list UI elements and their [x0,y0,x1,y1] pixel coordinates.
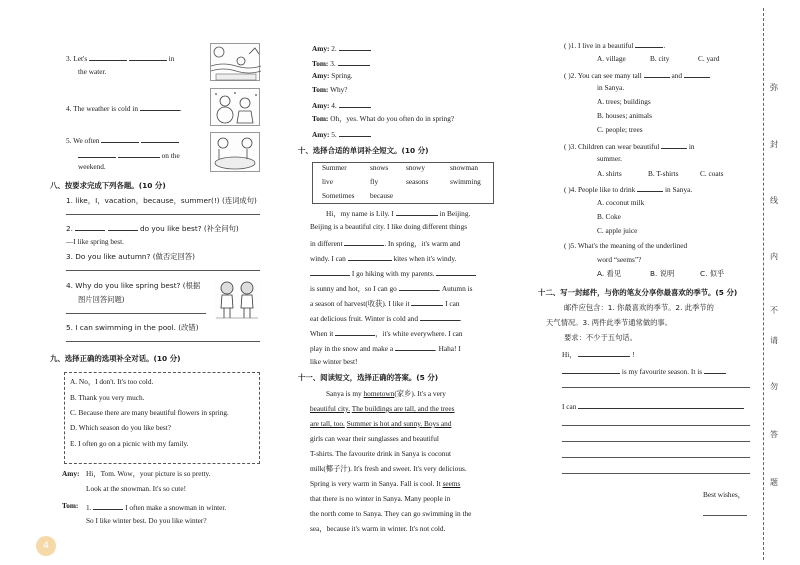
q1-opt-b[interactable]: B. city [650,54,670,63]
q5-text-cont: on the [78,150,180,160]
instruction: 天气情况。3. 两件此季节通常做的事。 [546,318,673,327]
instruction: 邮件应包含：1. 你最喜欢的季节。2. 此季节的 [564,303,714,312]
answer-line[interactable] [66,341,260,342]
q2-opt-a[interactable]: A. trees; buildings [597,97,651,106]
dialog-line: Hi，Tom. Wow，your picture is so pretty. [86,469,211,478]
seal-char: 勿 [770,382,778,391]
dialog-line: Amy: 5. [312,129,371,139]
q3: ( )3. Children can wear beautiful in [564,142,695,151]
seal-char: 请 [770,336,778,345]
q3-opt-c[interactable]: C. coats [700,169,724,178]
section-9-title: 九、选择正确的选项补全对话。(10 分) [50,354,181,363]
word: Summer [322,163,347,172]
option-d: D. Which season do you like best? [70,423,171,432]
word: live [322,177,333,186]
word: Sometimes [322,191,355,200]
seal-char: 答 [770,430,778,439]
option-c: C. Because there are many beautiful flowers in spring. [70,408,229,417]
signature-line[interactable] [703,515,747,516]
q5-opt-a[interactable]: A. 看见 [597,269,622,278]
dialog-line: Look at the snowman. It's so cute! [86,484,187,493]
kids-picture [214,280,260,320]
section-10-title: 十、选择合适的单词补全短文。(10 分) [298,146,429,155]
dialog-line: Amy: 4. [312,100,371,110]
q5-opt-c[interactable]: C. 似乎 [700,269,725,278]
picnic-picture [210,132,260,172]
s8-q2-answer: —I like spring best. [66,237,124,246]
snowman-picture [210,88,260,126]
seal-char: 线 [770,196,778,205]
dialog-line: So I like winter best. Do you like winter? [86,516,207,525]
section-8-title: 八、按要求完成下列各题。(10 分) [50,181,166,190]
seal-char: 题 [770,478,778,487]
q4: ( )4. People like to drink in Sanya. [564,185,693,194]
instruction: 要求：不少于五句话。 [564,333,637,342]
word: snowman [450,163,478,172]
section-11-title: 十一、阅读短文，选择正确的答案。(5 分) [298,373,439,382]
s8-q3: 3. Do you like autumn? (做否定回答) [66,252,195,261]
answer-line[interactable] [66,313,206,314]
q4-text: 4. The weather is cold in . [66,104,182,113]
page-number: 4 [36,536,56,556]
q5-text: 5. We often [66,135,179,145]
word: seasons [406,177,429,186]
seal-char: 不 [770,306,778,315]
q3-text: 3. Let's in [66,54,175,63]
writing-line[interactable] [562,441,750,442]
seal-char: 封 [770,140,778,149]
writing-line[interactable] [562,425,750,426]
word: snowy [406,163,426,172]
answer-line[interactable] [66,270,260,271]
seal-char: 内 [770,252,778,261]
seal-char: 弥 [770,83,778,92]
q3-cont: summer. [597,154,622,163]
word: fly [370,177,379,186]
i-can-line: I can [562,401,744,411]
dialog-line: Amy: 2. [312,43,371,53]
speaker: Amy: [62,469,80,478]
option-b: B. Thank you very much. [70,393,145,402]
q1: ( )1. I live in a beautiful . [564,41,666,50]
speaker: Tom: [62,501,79,510]
s8-q5: 5. I can swimming in the pool. (改错) [66,323,199,332]
word: snows [370,163,389,172]
s8-q4-cont: 图片回答问题) [78,295,125,304]
q5-opt-b[interactable]: B. 说明 [650,269,675,278]
q1-opt-c[interactable]: C. yard [698,54,720,63]
q1-opt-a[interactable]: A. village [597,54,626,63]
beach-picture [210,43,260,81]
q2-opt-b[interactable]: B. houses; animals [597,111,652,120]
seal-line [763,8,764,560]
answer-line[interactable] [66,214,260,215]
option-e: E. I often go on a picnic with my family. [70,439,189,448]
option-a: A. No，I don't. It's too cold. [70,377,154,386]
favourite-line: is my favourite season. It is [562,366,726,376]
section-12-title: 十二、写一封邮件，与你的笔友分享你最喜欢的季节。(5 分) [538,288,738,297]
q4-opt-c[interactable]: C. apple juice [597,226,638,235]
q5: ( )5. What's the meaning of the underlined [564,241,688,250]
q2-cont: in Sanya. [597,83,625,92]
q3-opt-a[interactable]: A. shirts [597,169,622,178]
dialog-line: Amy: Spring. [312,71,353,80]
s8-q1: 1. like，I，vacation，because，summer(!) (连词成句) [66,196,257,205]
q4-opt-b[interactable]: B. Coke [597,212,621,221]
writing-line[interactable] [562,387,750,388]
s8-q2: 2. do you like best? (补全问句) [66,224,239,233]
q2-opt-c[interactable]: C. people; trees [597,125,643,134]
word: because [370,191,394,200]
s8-q4: 4. Why do you like spring best? (根据 [66,281,201,290]
q5-text-end: weekend. [78,162,106,171]
dialog-line: Tom: 3. [312,58,370,68]
q5-cont: word “seems”? [597,255,642,264]
dialog-line: Tom: Oh，yes. What do you often do in spring? [312,114,455,123]
q4-opt-a[interactable]: A. coconut milk [597,198,645,207]
writing-line[interactable] [562,473,750,474]
dialog-line: Tom: Why? [312,85,348,94]
q2: ( )2. You can see many tall and [564,70,710,80]
q3-opt-b[interactable]: B. T-shirts [648,169,679,178]
word: swimming [450,177,481,186]
greeting: Hi， ! [562,350,635,359]
dialog-line: 1. I often make a snowman in winter. [86,503,227,512]
closing: Best wishes， [703,490,745,499]
writing-line[interactable] [562,457,750,458]
q3-text-cont: the water. [78,67,107,76]
